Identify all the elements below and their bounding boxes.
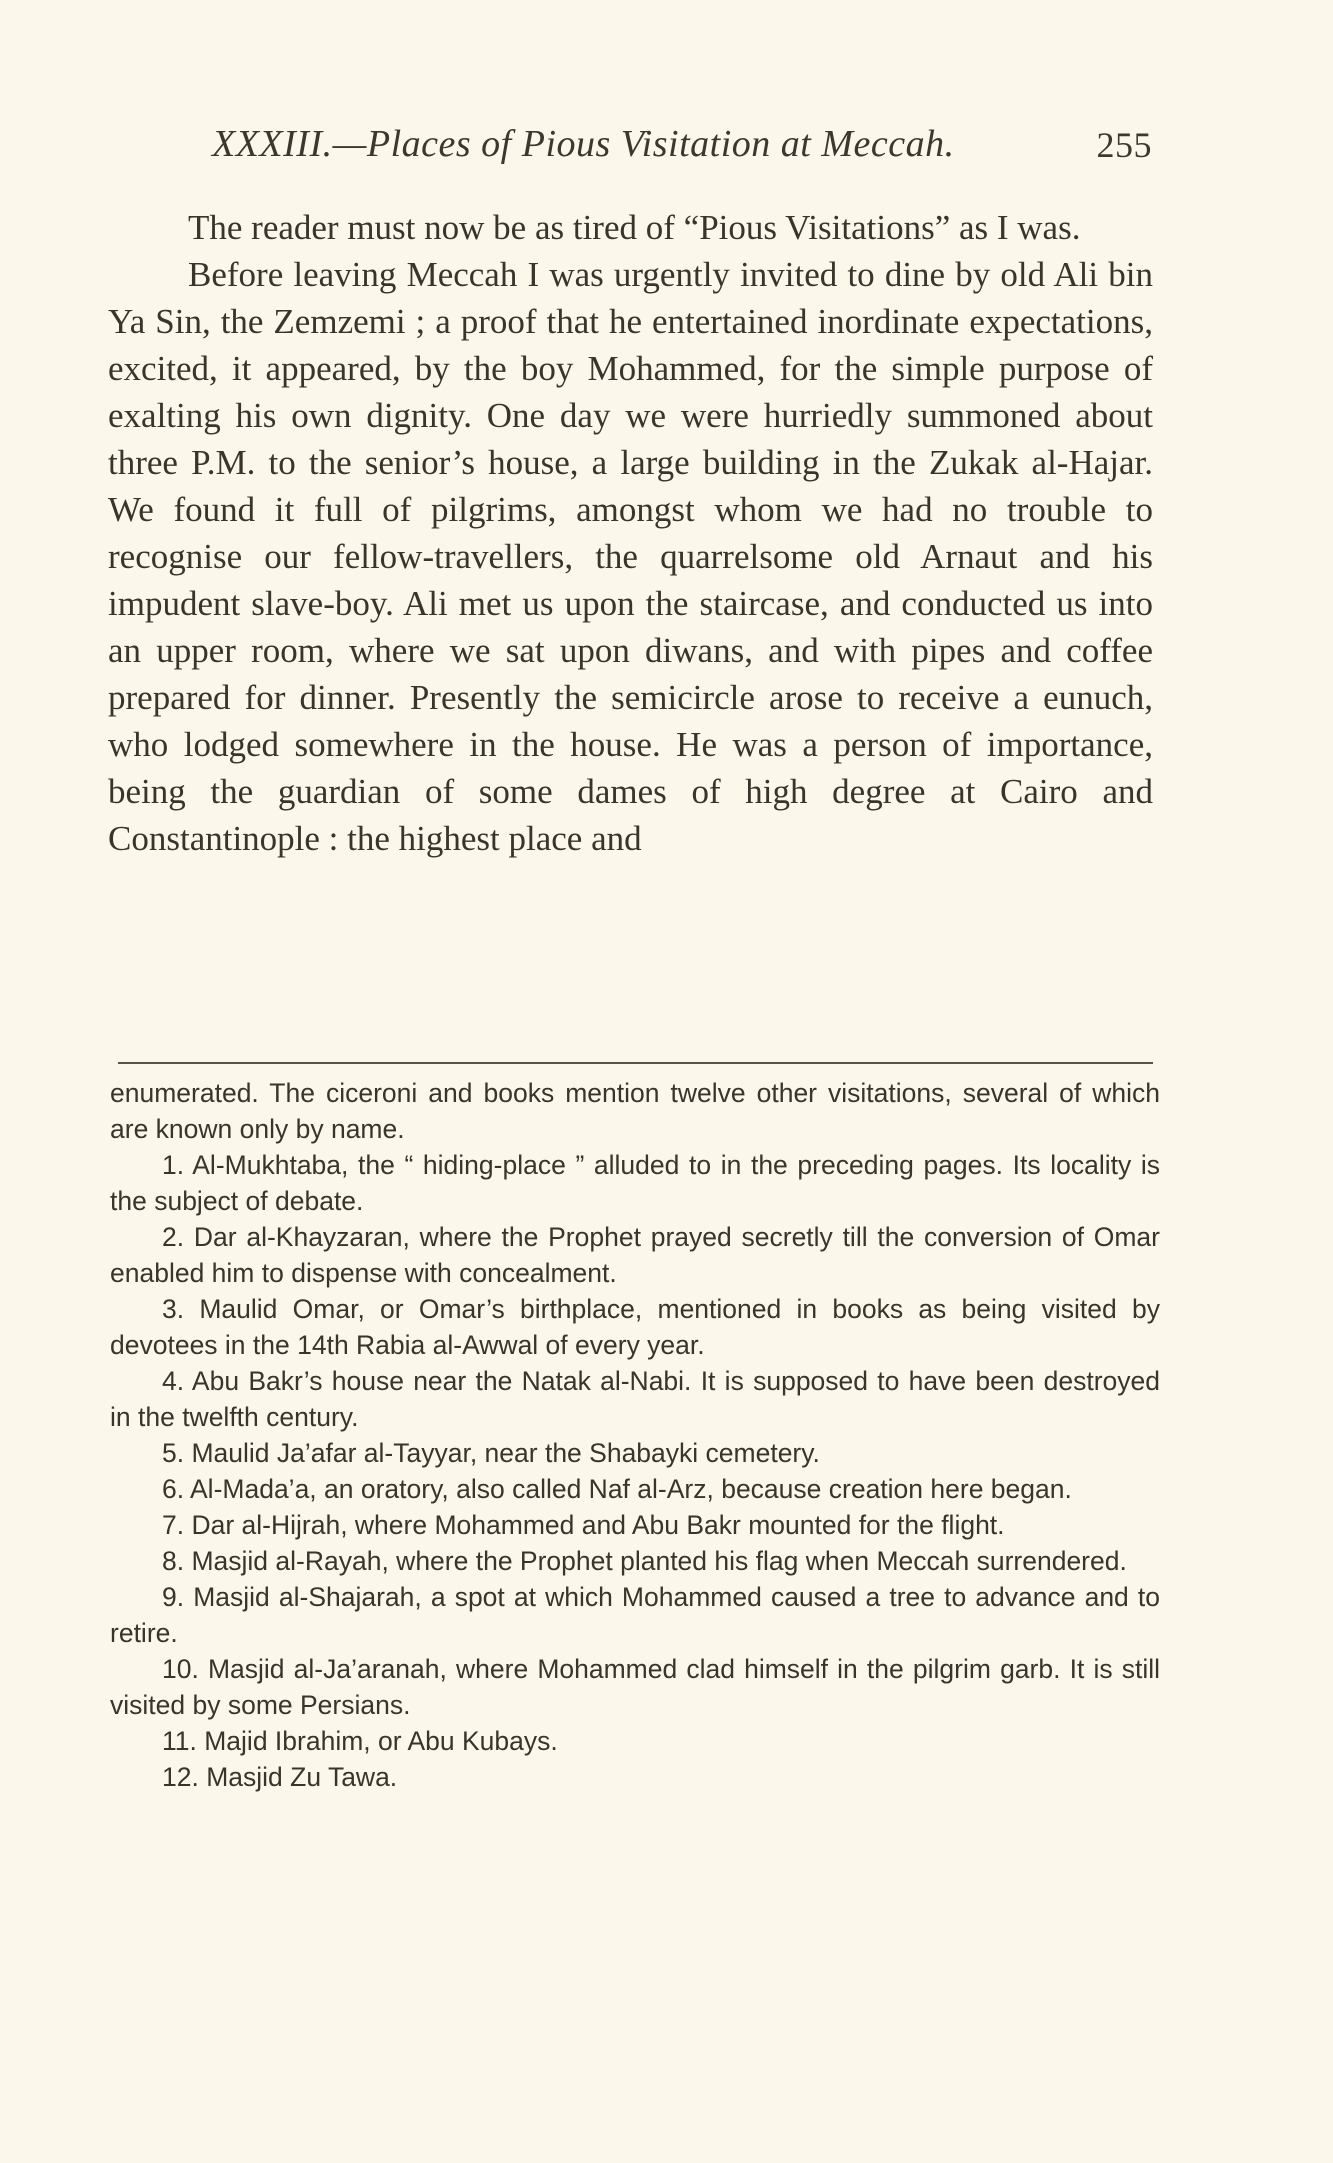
footnotes — [110, 1075, 1160, 1795]
footnote-item: 9. Masjid al-Shajarah, a spot at which Mohammed caused a tree to advance and to retire. — [110, 1582, 1160, 1648]
footnote-item: 7. Dar al-Hijrah, where Mohammed and Abu Bakr mounted for the flight. — [162, 1510, 1005, 1540]
page-number: 255 — [1096, 125, 1152, 165]
running-title: XXXIII.—Places of Pious Visitation at Meccah. — [212, 123, 955, 165]
paragraph: The reader must now be as tired of “Pious Visitations” as I was. — [188, 208, 1081, 247]
footnote-item: 4. Abu Bakr’s house near the Natak al-Nabi. It is supposed to have been destroyed in the twelfth century. — [110, 1366, 1160, 1432]
running-header — [212, 122, 1212, 172]
footnote-item: 8. Masjid al-Rayah, where the Prophet planted his flag when Meccah surrendered. — [162, 1546, 1127, 1576]
footnote-item: 2. Dar al-Khayzaran, where the Prophet prayed secretly till the conversion of Omar enabled him to dispense with concealment. — [110, 1222, 1160, 1288]
footnote-item: 3. Maulid Omar, or Omar’s birthplace, mentioned in books as being visited by devotees in the 14th Rabia al-Awwal of every year. — [110, 1294, 1160, 1360]
footnote-item: 12. Masjid Zu Tawa. — [162, 1762, 398, 1792]
footnote-item: 11. Majid Ibrahim, or Abu Kubays. — [162, 1726, 558, 1756]
paragraph: Before leaving Meccah I was urgently invited to dine by old Ali bin Ya Sin, the Zemzemi ; a proof that he entertained inordinate expectations, excited, it appeared, by the boy Mohammed, for the simple purpose of exalting his own dignity. One day we were hurriedly summoned about three P.M. to the senior’s house, a large building in the Zukak al-Hajar. We found it full of pilgrims, amongst whom we had no trouble to recognise our fellow-travellers, the quarrelsome old Arnaut and his impudent slave-boy. Ali met us upon the staircase, and conducted us into an upper room, where we sat upon diwans, and with pipes and coffee prepared for dinner. Presently the semicircle arose to receive a eunuch, who lodged somewhere in the house. He was a person of importance, being the guardian of some dames of high degree at Cairo and Constantinople : the highest place and — [108, 255, 1153, 858]
main-text — [108, 204, 1153, 862]
footnote-rule — [118, 1062, 1153, 1064]
footnote-item: 5. Maulid Ja’afar al-Tayyar, near the Shabayki cemetery. — [162, 1438, 820, 1468]
footnote-item: 6. Al-Mada’a, an oratory, also called Naf al-Arz, because creation here began. — [162, 1474, 1072, 1504]
footnote-item: 1. Al-Mukhtaba, the “ hiding-place ” alluded to in the preceding pages. Its locality is the subject of debate. — [110, 1150, 1160, 1216]
footnote-continuation: enumerated. The ciceroni and books mention twelve other visitations, several of which are known only by name. — [110, 1078, 1160, 1144]
footnote-item: 10. Masjid al-Ja’aranah, where Mohammed clad himself in the pilgrim garb. It is still visited by some Persians. — [110, 1654, 1160, 1720]
